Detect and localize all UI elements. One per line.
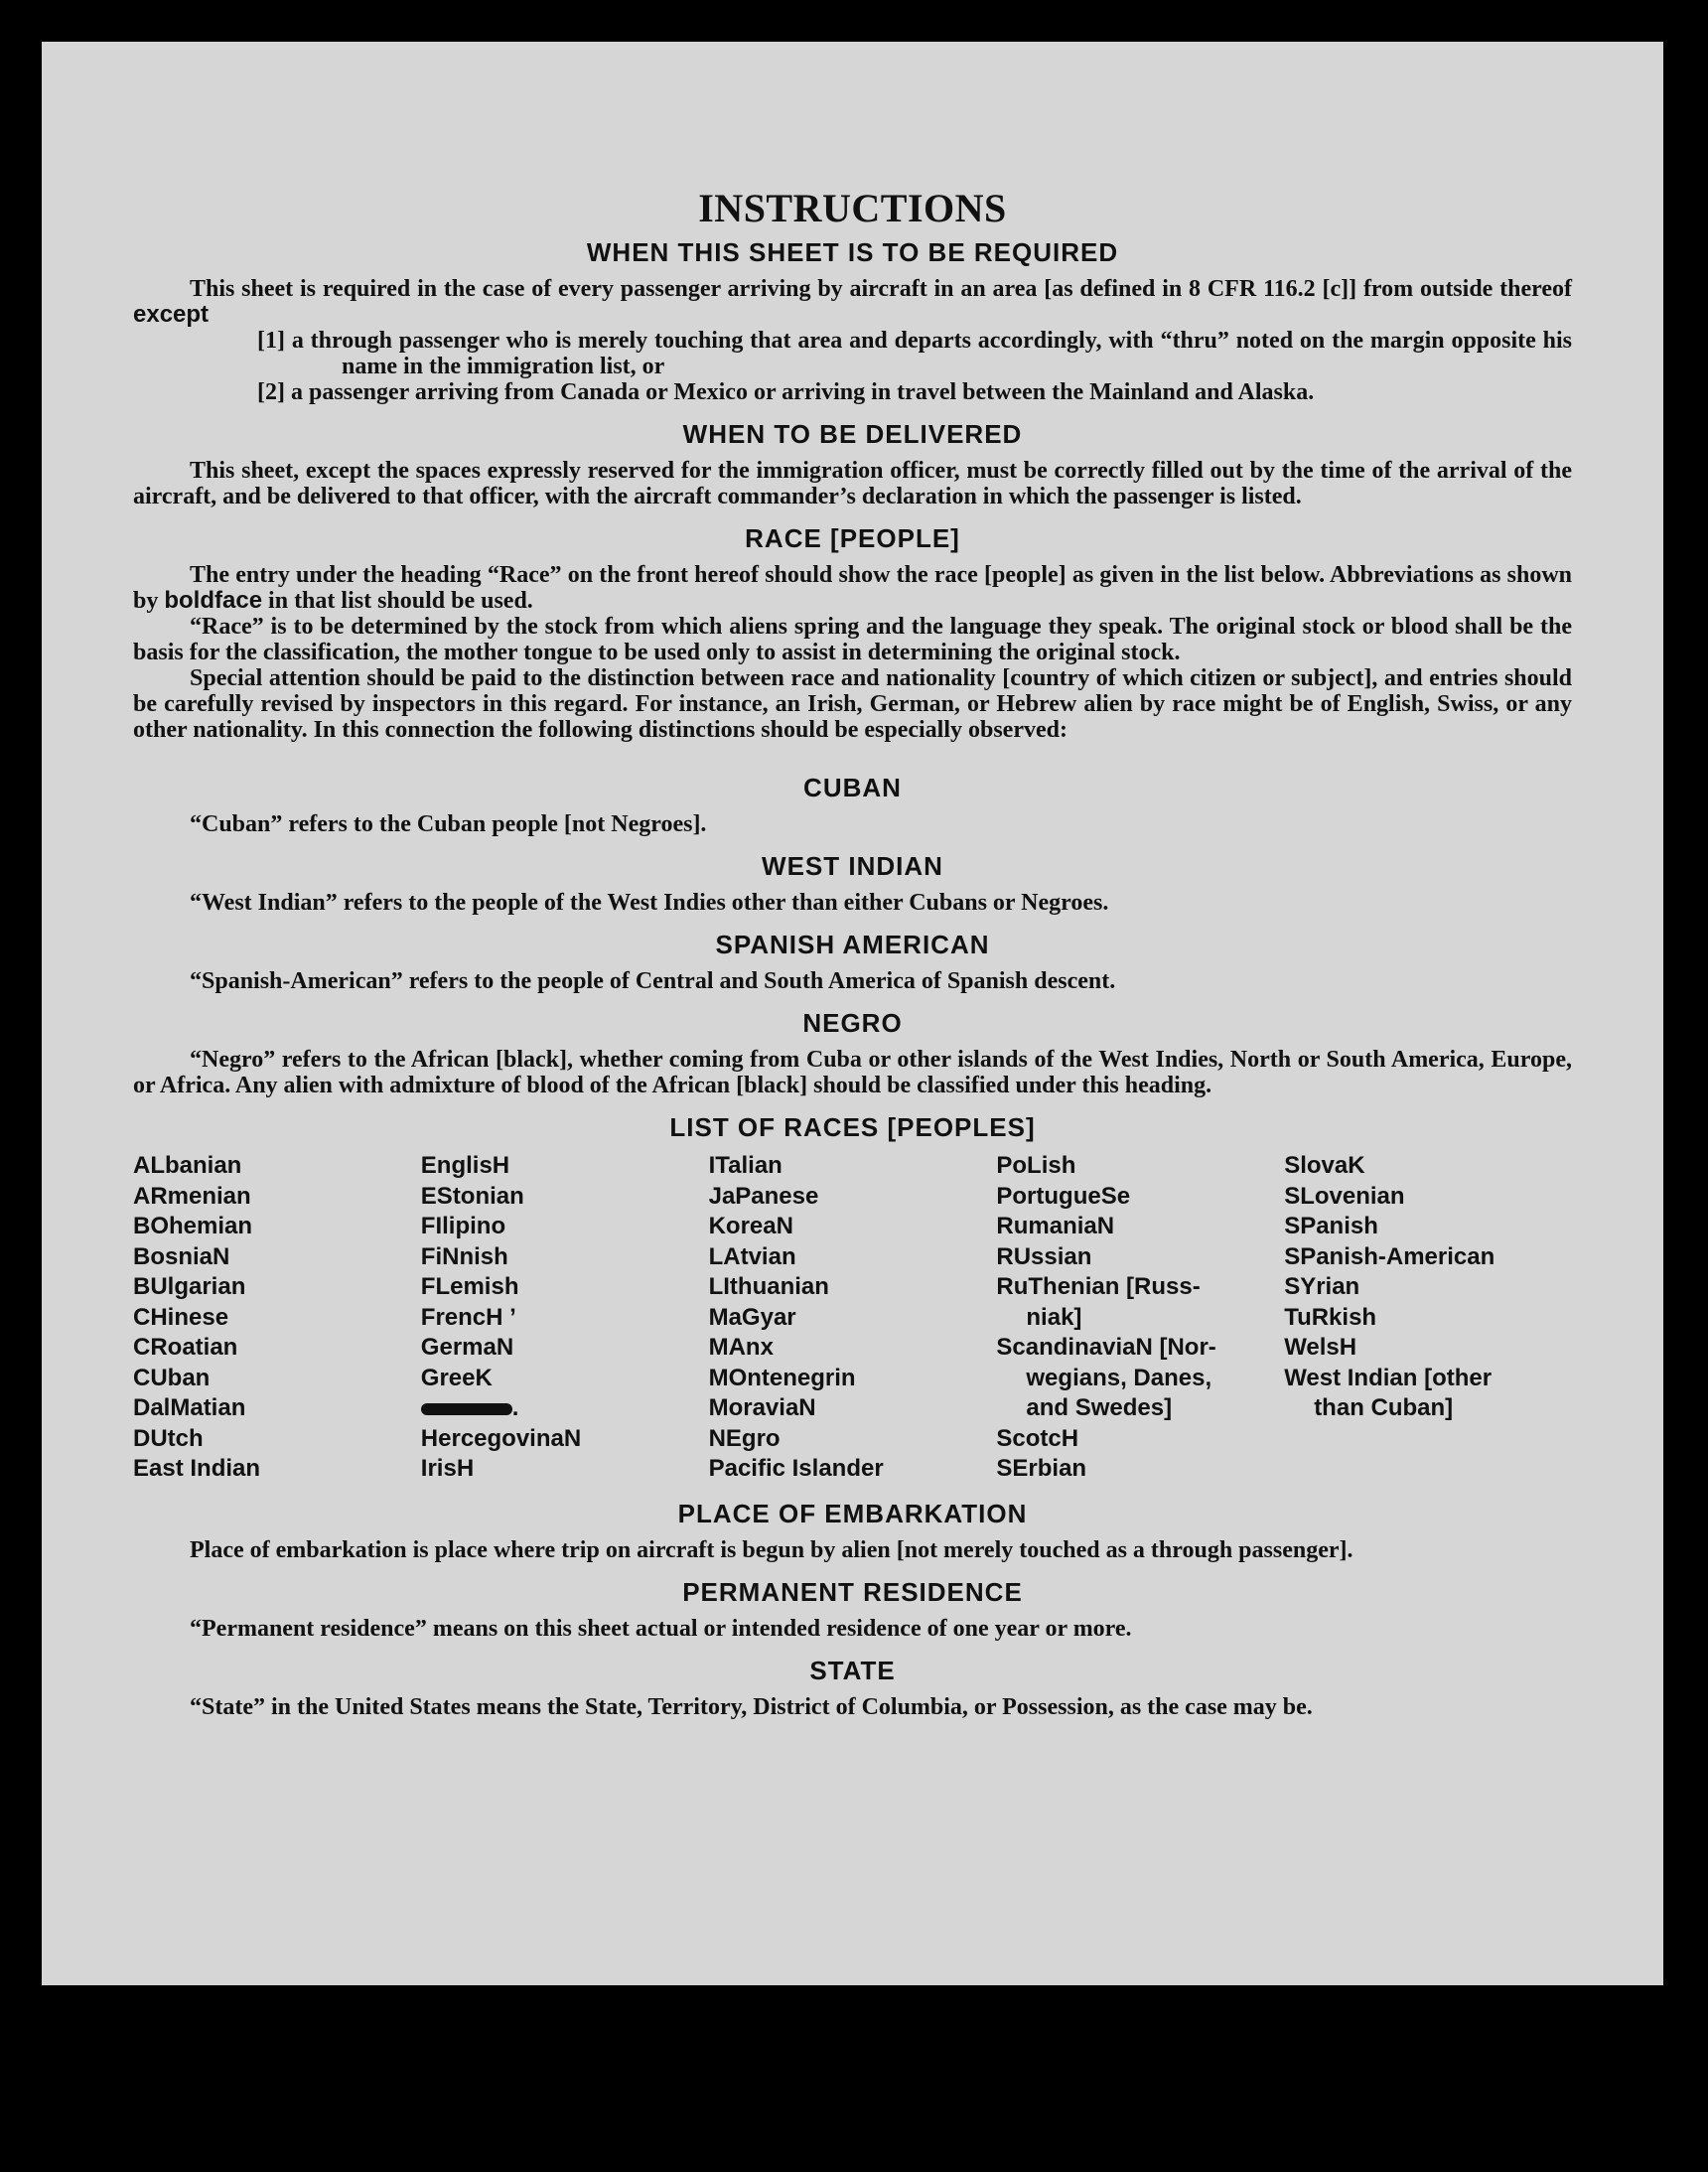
race-entry: ARmenian [133,1182,251,1210]
race-entry: PoLish [996,1152,1076,1179]
race-entry: LAtvian [708,1242,796,1270]
race-entry: WelsH [1284,1334,1357,1361]
race-entry: CUban [133,1364,211,1391]
race-entry: LIthuanian [708,1273,829,1300]
race-entry: CRoatian [133,1334,238,1361]
delivered-body: This sheet, except the spaces expressly reserved for the immigration officer, must be correctly filled out by the time of the arrival of the aircraft, and be delivered to that officer, with the aircraft commander’s declaration in which the passenger is listed. [133,458,1572,509]
race-paragraph-1: The entry under the heading “Race” on the front hereof should show the race [people] as given in the list below. Abbreviations as shown by boldface in that list should be used. [133,562,1572,614]
race-entry-continuation: niak] [1026,1303,1082,1331]
race-entry: SErbian [996,1455,1087,1482]
race-entry: FIlipino [420,1213,506,1239]
race-entry: FiNnish [420,1242,508,1270]
race-entry: RumaniaN [996,1213,1115,1239]
heading-embarkation: PLACE OF EMBARKATION [677,1498,1028,1528]
race-entry: EStonian [420,1182,524,1210]
races-column-5 [1284,1151,1572,1485]
races-column-2 [421,1151,709,1485]
race-entry-continuation: than Cuban] [1314,1394,1454,1421]
race-entry: SPanish-American [1284,1242,1495,1270]
race-entry: CHinese [133,1303,229,1331]
race-entry: MaGyar [708,1303,796,1331]
race-entry: IrisH [420,1455,475,1482]
heading-spanish-american: SPANISH AMERICAN [715,930,990,959]
heading-list-of-races: LIST OF RACES [PEOPLES] [669,1112,1036,1142]
race-entry: BosniaN [133,1242,230,1270]
race-entry: ScandinaviaN [Nor- [996,1334,1216,1361]
races-column-1 [133,1151,421,1485]
race-entry: ALbanian [133,1152,242,1179]
race-entry: KoreaN [708,1213,793,1239]
race-entry-continuation: and Swedes] [1026,1394,1173,1421]
race-entry: East Indian [133,1455,261,1482]
heading-race: RACE [PEOPLE] [745,523,960,553]
race-entry: MOntenegrin [708,1364,856,1391]
race-entry: TuRkish [1284,1303,1377,1331]
race-entry: FrencH ’ [420,1303,516,1331]
cuban-body: “Cuban” refers to the Cuban people [not Negroes]. [190,811,707,837]
except-keyword: except [133,301,210,328]
redaction-mark [421,1403,512,1415]
race-entry: ScotcH [996,1424,1079,1452]
heading-cuban: CUBAN [803,773,902,802]
race-entry: SYrian [1284,1273,1360,1300]
race-entry: Pacific Islander [708,1455,884,1482]
race-entry: RuThenian [Russ- [996,1273,1201,1300]
heading-negro: NEGRO [802,1008,903,1038]
races-list [133,1151,1572,1485]
boldface-keyword: boldface [164,587,263,614]
exception-item-2: [2] a passenger arriving from Canada or Mexico or arriving in travel between the Mainland and Alaska. [257,379,1315,405]
race-entry: GreeK [420,1364,493,1391]
races-column-4 [996,1151,1284,1485]
race-entry: BUlgarian [133,1273,246,1300]
race-entry: NEgro [708,1424,781,1452]
redacted-entry: . [421,1393,709,1424]
races-column-3 [709,1151,997,1485]
spanish-american-body: “Spanish-American” refers to the people of Central and South America of Spanish descent. [190,968,1116,994]
race-entry: EnglisH [420,1152,510,1179]
race-paragraph-3: Special attention should be paid to the distinction between race and nationality [country of which citizen or subject], and entries should be carefully revised by inspectors in this regard. For instance, an Irish, German, or Hebrew alien by race might be of English, Swiss, or any other nationality. In this connection the following distinctions should be especially observed: [133,665,1572,743]
race-entry: ITalian [708,1152,783,1179]
required-intro: This sheet is required in the case of every passenger arriving by aircraft in an area [as defined in 8 CFR 116.2 [c]] from outside thereof except [133,276,1572,328]
heading-west-indian: WEST INDIAN [762,851,943,881]
page-title: INSTRUCTIONS [698,186,1007,230]
negro-body: “Negro” refers to the African [black], whether coming from Cuba or other islands of the West Indies, North or South America, Europe, or Africa. Any alien with admixture of blood of the African [black] should be classified under this heading. [133,1047,1572,1098]
race-entry: GermaN [420,1334,514,1361]
race-entry: SLovenian [1284,1182,1405,1210]
race-entry: West Indian [other [1284,1364,1493,1391]
residence-body: “Permanent residence” means on this sheet actual or intended residence of one year or more. [190,1615,1132,1642]
race-entry-continuation: wegians, Danes, [1026,1364,1212,1391]
heading-when-delivered: WHEN TO BE DELIVERED [682,419,1023,449]
race-entry: SPanish [1284,1213,1378,1239]
race-entry: DalMatian [133,1394,246,1421]
race-paragraph-2: “Race” is to be determined by the stock from which aliens spring and the language they speak. The original stock or blood shall be the basis for the classification, the mother tongue to be used only to assist in determining the original stock. [133,614,1572,665]
race-entry: BOhemian [133,1213,253,1239]
embarkation-body: Place of embarkation is place where trip on aircraft is begun by alien [not merely touched as a through passenger]. [190,1536,1353,1563]
state-body: “State” in the United States means the State, Territory, District of Columbia, or Possession, as the case may be. [190,1693,1313,1720]
race-entry: PortugueSe [996,1182,1131,1210]
race-entry: DUtch [133,1424,204,1452]
race-entry: RUssian [996,1242,1092,1270]
race-entry: MAnx [708,1334,774,1361]
heading-state: STATE [809,1655,896,1685]
race-entry: JaPanese [708,1182,819,1210]
race-entry: FLemish [420,1273,519,1300]
race-entry: SlovaK [1284,1152,1365,1179]
heading-permanent-residence: PERMANENT RESIDENCE [682,1576,1023,1607]
heading-when-required: WHEN THIS SHEET IS TO BE REQUIRED [586,237,1119,267]
document-sheet [42,42,1663,1985]
west-indian-body: “West Indian” refers to the people of the West Indies other than either Cubans or Negroes. [190,890,1109,916]
exception-item-1: [1] a through passenger who is merely touching that area and departs accordingly, with “thru” noted on the margin opposite his name in the immigration list, or [257,328,1572,379]
race-entry: MoraviaN [708,1394,816,1421]
race-entry: HercegovinaN [420,1424,582,1452]
